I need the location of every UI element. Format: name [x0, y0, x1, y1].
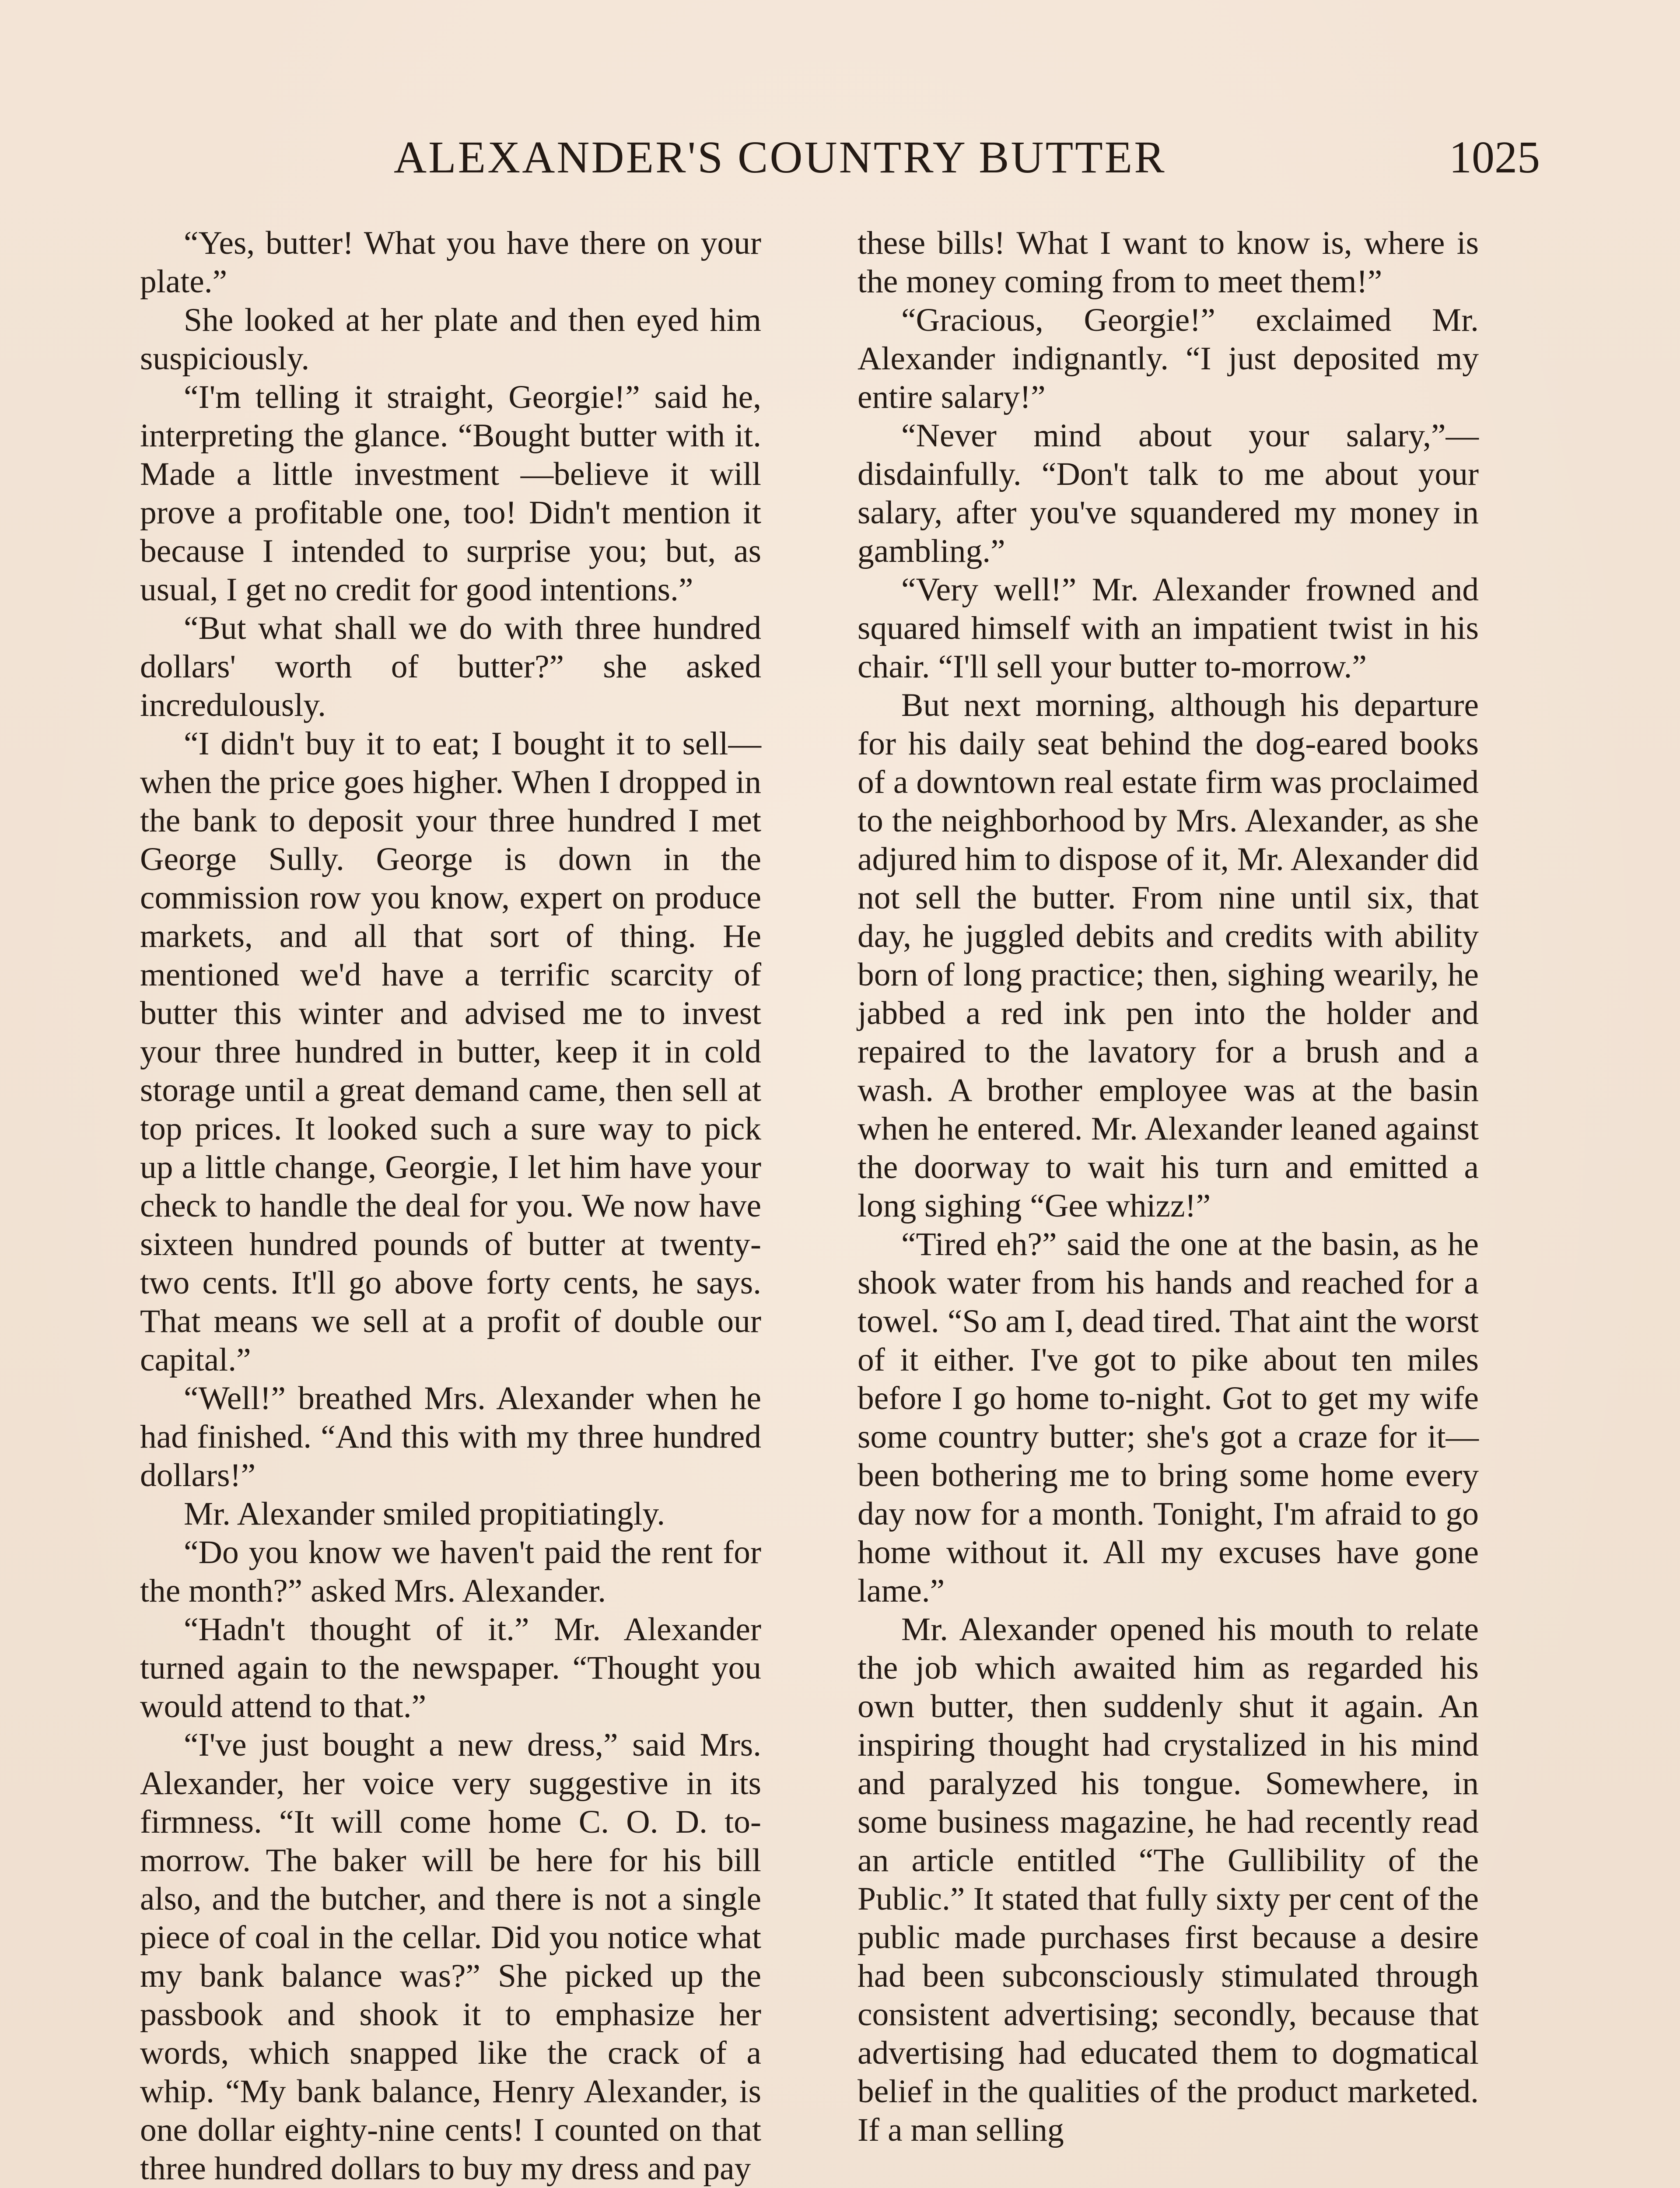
paragraph: “Yes, butter! What you have there on your plate.” [140, 225, 761, 300]
running-title: ALEXANDER'S COUNTRY BUTTER [394, 132, 1166, 182]
paragraph: “But what shall we do with three hundred dollars' worth of butter?” she asked incredulously. [140, 610, 761, 723]
paragraph: “Very well!” Mr. Alexander frowned and squared himself with an impatient twist in his chair. “I'll sell your butter to-morrow.” [858, 572, 1479, 685]
paragraph: “Well!” breathed Mrs. Alexander when he had finished. “And this with my three hundred dollars!” [140, 1380, 761, 1494]
right-column [858, 224, 1479, 2149]
paragraph: “I've just bought a new dress,” said Mrs. Alexander, her voice very suggestive in its firmness. “It will come home C. O. D. to-morrow. The baker will be here for his bill also, and the butcher, and there is not a single piece of coal in the cellar. Did you notice what my bank balance was?” She picked up the passbook and shook it to emphasize her words, which snapped like the crack of a whip. “My bank balance, Henry Alexander, is one dollar eighty-nine cents! I counted on that three hundred dollars to buy my dress and pay [140, 1727, 761, 2187]
paragraph: “Gracious, Georgie!” exclaimed Mr. Alexander indignantly. “I just deposited my entire salary!” [858, 302, 1479, 415]
paragraph: But next morning, although his departure for his daily seat behind the dog-eared books of a downtown real estate firm was proclaimed to the neighborhood by Mrs. Alexander, as she adjured him to dispose of it, Mr. Alexander did not sell the butter. From nine until six, that day, he juggled debits and credits with ability born of long practice; then, sighing wearily, he jabbed a red ink pen into the holder and repaired to the lavatory for a brush and a wash. A brother employee was at the basin when he entered. Mr. Alexander leaned against the doorway to wait his turn and emitted a long sighing “Gee whizz!” [858, 687, 1479, 1224]
paragraph: “Hadn't thought of it.” Mr. Alexander turned again to the newspaper. “Thought you would attend to that.” [140, 1611, 761, 1725]
paragraph: She looked at her plate and then eyed him suspiciously. [140, 302, 761, 377]
paragraph-continued: these bills! What I want to know is, where is the money coming from to meet them!” [858, 225, 1479, 300]
paragraph: “Do you know we haven't paid the rent for the month?” asked Mrs. Alexander. [140, 1534, 761, 1609]
page-number: 1025 [1449, 132, 1540, 182]
paragraph: Mr. Alexander opened his mouth to relate the job which awaited him as regarded his own butter, then suddenly shut it again. An inspiring thought had crystalized in his mind and paralyzed his tongue. Somewhere, in some business magazine, he had recently read an article entitled “The Gullibility of the Public.” It stated that fully sixty per cent of the public made purchases first because a desire had been subconsciously stimulated through consistent advertising; secondly, because that advertising had educated them to dogmatical belief in the qualities of the product marketed. If a man selling [858, 1611, 1479, 2148]
paragraph: “I didn't buy it to eat; I bought it to sell—when the price goes higher. When I dropped in the bank to deposit your three hundred I met George Sully. George is down in the commission row you know, expert on produce markets, and all that sort of thing. He mentioned we'd have a terrific scarcity of butter this winter and advised me to invest your three hundred in butter, keep it in cold storage until a great demand came, then sell at top prices. It looked such a sure way to pick up a little change, Georgie, I let him have your check to handle the deal for you. We now have sixteen hundred pounds of butter at twenty-two cents. It'll go above forty cents, he says. That means we sell at a profit of double our capital.” [140, 726, 761, 1378]
paragraph: “I'm telling it straight, Georgie!” said he, interpreting the glance. “Bought butter with it. Made a little investment —believe it will prove a profitable one, too! Didn't mention it because I intended to surprise you; but, as usual, I get no credit for good intentions.” [140, 379, 761, 608]
paragraph: Mr. Alexander smiled propitiatingly. [184, 1496, 665, 1532]
left-column [140, 224, 761, 2188]
paragraph: “Tired eh?” said the one at the basin, as he shook water from his hands and reached for a towel. “So am I, dead tired. That aint the worst of it either. I've got to pike about ten miles before I go home to-night. Got to get my wife some country butter; she's got a craze for it—been bothering me to bring some home every day now for a month. Tonight, I'm afraid to go home without it. All my excuses have gone lame.” [858, 1226, 1479, 1609]
paragraph: “Never mind about your salary,”—disdainfully. “Don't talk to me about your salary, after you've squandered my money in gambling.” [858, 417, 1479, 569]
